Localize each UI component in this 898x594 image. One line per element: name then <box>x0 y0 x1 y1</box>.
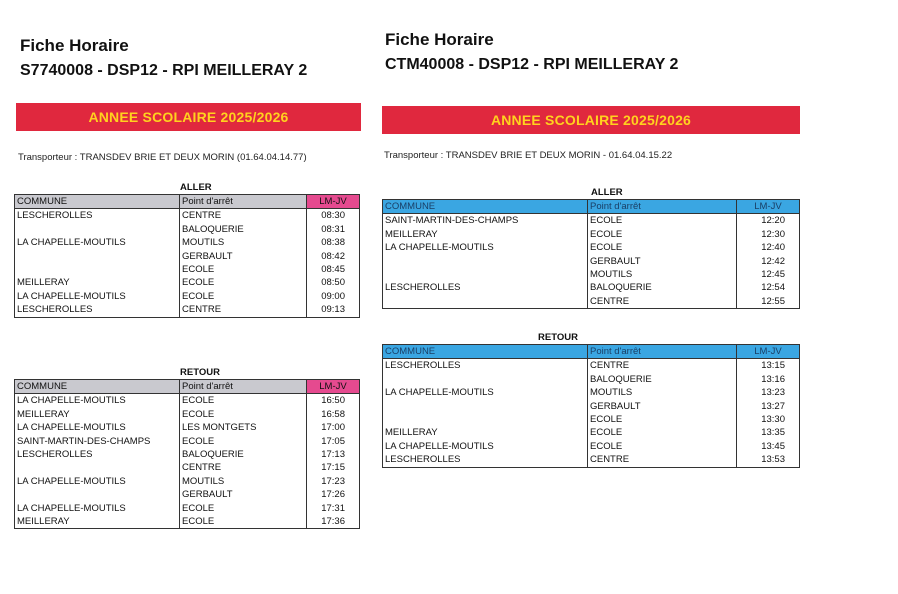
commune-cell: SAINT-MARTIN-DES-CHAMPS <box>385 215 519 227</box>
time-cell: 12:55 <box>737 295 800 309</box>
table-row <box>383 214 800 228</box>
time-cell: 13:23 <box>737 386 800 399</box>
right-school-year-banner: ANNEE SCOLAIRE 2025/2026 <box>382 106 800 134</box>
header-commune: COMMUNE <box>383 200 588 214</box>
commune-cell: MEILLERAY <box>385 228 438 240</box>
commune-cell: MEILLERAY <box>17 277 70 289</box>
header-stop: Point d'arrêt <box>588 345 737 359</box>
table-row <box>15 488 360 501</box>
commune-cell: LA CHAPELLE-MOUTILS <box>17 237 126 249</box>
commune-cell: LA CHAPELLE-MOUTILS <box>17 290 126 302</box>
table-row <box>15 236 360 249</box>
time-cell: 13:35 <box>737 426 800 439</box>
commune-cell <box>15 488 180 501</box>
header-stop: Point d'arrêt <box>180 380 307 394</box>
stop-cell: CENTRE <box>588 453 737 467</box>
right-retour-label: RETOUR <box>538 332 578 343</box>
stop-cell: ECOLE <box>588 413 737 426</box>
table-row <box>383 359 800 373</box>
right-retour-table <box>382 344 800 468</box>
table-row <box>383 400 800 413</box>
table-row <box>15 290 360 303</box>
left-carrier-info: Transporteur : TRANSDEV BRIE ET DEUX MORIN (01.64.04.14.77) <box>18 152 307 163</box>
time-cell: 13:15 <box>737 359 800 373</box>
table-row <box>383 386 800 399</box>
stop-cell: GERBAULT <box>588 400 737 413</box>
left-page-title: Fiche Horaire <box>20 36 129 55</box>
time-cell: 13:45 <box>737 440 800 453</box>
time-cell: 16:58 <box>307 408 360 421</box>
stop-cell: GERBAULT <box>180 250 307 263</box>
table-row <box>15 303 360 317</box>
commune-cell <box>383 413 588 426</box>
table-row <box>383 268 800 281</box>
time-cell: 12:20 <box>737 214 800 228</box>
commune-cell <box>15 250 180 263</box>
table-row <box>383 241 800 254</box>
right-carrier-info: Transporteur : TRANSDEV BRIE ET DEUX MORIN - 01.64.04.15.22 <box>384 150 673 161</box>
time-cell: 17:31 <box>307 502 360 515</box>
header-commune: COMMUNE <box>383 345 588 359</box>
time-cell: 17:36 <box>307 515 360 529</box>
table-row <box>15 276 360 289</box>
time-cell: 09:13 <box>307 303 360 317</box>
stop-cell: ECOLE <box>588 426 737 439</box>
stop-cell: ECOLE <box>588 241 737 254</box>
commune-cell: LA CHAPELLE-MOUTILS <box>17 395 126 407</box>
time-cell: 17:00 <box>307 421 360 434</box>
stop-cell: CENTRE <box>588 359 737 373</box>
time-cell: 08:38 <box>307 236 360 249</box>
left-retour-label: RETOUR <box>180 367 220 378</box>
commune-cell: LA CHAPELLE-MOUTILS <box>17 502 126 514</box>
commune-cell: LA CHAPELLE-MOUTILS <box>17 475 126 487</box>
commune-cell: LESCHEROLLES <box>385 360 461 372</box>
table-row <box>15 435 360 448</box>
commune-cell <box>383 295 588 309</box>
commune-cell <box>15 461 180 474</box>
stop-cell: MOUTILS <box>180 475 307 488</box>
table-row <box>383 373 800 386</box>
table-row <box>15 461 360 474</box>
time-cell: 12:30 <box>737 228 800 241</box>
time-cell: 13:53 <box>737 453 800 467</box>
commune-cell: LESCHEROLLES <box>385 454 461 466</box>
time-cell: 12:40 <box>737 241 800 254</box>
stop-cell: GERBAULT <box>588 255 737 268</box>
stop-cell: ECOLE <box>180 394 307 408</box>
header-time: LM-JV <box>737 200 800 214</box>
stop-cell: BALOQUERIE <box>588 281 737 294</box>
time-cell: 08:45 <box>307 263 360 276</box>
table-row <box>15 502 360 515</box>
commune-cell <box>15 223 180 236</box>
time-cell: 13:30 <box>737 413 800 426</box>
table-row <box>15 209 360 223</box>
table-row <box>15 263 360 276</box>
commune-cell: SAINT-MARTIN-DES-CHAMPS <box>17 435 151 447</box>
stop-cell: LES MONTGETS <box>180 421 307 434</box>
stop-cell: BALOQUERIE <box>180 448 307 461</box>
right-line-code: CTM40008 - DSP12 - RPI MEILLERAY 2 <box>385 56 679 73</box>
table-row <box>383 413 800 426</box>
time-cell: 09:00 <box>307 290 360 303</box>
table-row <box>15 250 360 263</box>
stop-cell: BALOQUERIE <box>588 373 737 386</box>
table-header-row <box>15 195 360 209</box>
left-aller-label: ALLER <box>180 182 212 193</box>
stop-cell: CENTRE <box>588 295 737 309</box>
table-header-row <box>15 380 360 394</box>
table-row <box>15 394 360 408</box>
stop-cell: CENTRE <box>180 461 307 474</box>
table-row <box>383 426 800 439</box>
commune-cell: MEILLERAY <box>17 516 70 528</box>
right-aller-table <box>382 199 800 309</box>
table-row <box>383 228 800 241</box>
stop-cell: CENTRE <box>180 303 307 317</box>
stop-cell: ECOLE <box>588 228 737 241</box>
stop-cell: ECOLE <box>588 214 737 228</box>
right-aller-label: ALLER <box>591 187 623 198</box>
left-school-year-banner: ANNEE SCOLAIRE 2025/2026 <box>16 103 361 131</box>
time-cell: 17:26 <box>307 488 360 501</box>
stop-cell: BALOQUERIE <box>180 223 307 236</box>
commune-cell: LA CHAPELLE-MOUTILS <box>385 242 494 254</box>
stop-cell: ECOLE <box>180 502 307 515</box>
stop-cell: GERBAULT <box>180 488 307 501</box>
table-row <box>383 281 800 294</box>
table-row <box>383 255 800 268</box>
time-cell: 08:50 <box>307 276 360 289</box>
table-row <box>383 295 800 309</box>
time-cell: 08:42 <box>307 250 360 263</box>
time-cell: 17:23 <box>307 475 360 488</box>
stop-cell: ECOLE <box>588 440 737 453</box>
table-header-row <box>383 200 800 214</box>
left-line-code: S7740008 - DSP12 - RPI MEILLERAY 2 <box>20 62 308 79</box>
commune-cell <box>383 373 588 386</box>
time-cell: 16:50 <box>307 394 360 408</box>
time-cell: 17:05 <box>307 435 360 448</box>
commune-cell <box>15 263 180 276</box>
right-page-title: Fiche Horaire <box>385 30 494 49</box>
commune-cell: LESCHEROLLES <box>17 210 93 222</box>
commune-cell: MEILLERAY <box>385 427 438 439</box>
header-commune: COMMUNE <box>15 195 180 209</box>
time-cell: 13:27 <box>737 400 800 413</box>
table-row <box>15 448 360 461</box>
time-cell: 12:42 <box>737 255 800 268</box>
commune-cell: MEILLERAY <box>17 408 70 420</box>
header-stop: Point d'arrêt <box>588 200 737 214</box>
commune-cell: LA CHAPELLE-MOUTILS <box>385 440 494 452</box>
left-retour-table <box>14 379 360 529</box>
stop-cell: MOUTILS <box>180 236 307 249</box>
stop-cell: ECOLE <box>180 290 307 303</box>
commune-cell: LESCHEROLLES <box>17 449 93 461</box>
header-time: LM-JV <box>737 345 800 359</box>
header-stop: Point d'arrêt <box>180 195 307 209</box>
commune-cell <box>383 400 588 413</box>
commune-cell: LA CHAPELLE-MOUTILS <box>17 422 126 434</box>
table-row <box>383 453 800 467</box>
table-row <box>15 421 360 434</box>
time-cell: 12:45 <box>737 268 800 281</box>
stop-cell: ECOLE <box>180 515 307 529</box>
table-row <box>15 515 360 529</box>
commune-cell: LESCHEROLLES <box>385 282 461 294</box>
time-cell: 08:30 <box>307 209 360 223</box>
commune-cell <box>383 268 588 281</box>
time-cell: 08:31 <box>307 223 360 236</box>
stop-cell: ECOLE <box>180 408 307 421</box>
commune-cell: LA CHAPELLE-MOUTILS <box>385 387 494 399</box>
stop-cell: ECOLE <box>180 435 307 448</box>
commune-cell <box>383 255 588 268</box>
header-time: LM-JV <box>307 195 360 209</box>
time-cell: 13:16 <box>737 373 800 386</box>
commune-cell: LESCHEROLLES <box>17 304 93 316</box>
time-cell: 17:15 <box>307 461 360 474</box>
header-time: LM-JV <box>307 380 360 394</box>
stop-cell: CENTRE <box>180 209 307 223</box>
stop-cell: MOUTILS <box>588 268 737 281</box>
table-row <box>15 408 360 421</box>
stop-cell: MOUTILS <box>588 386 737 399</box>
time-cell: 17:13 <box>307 448 360 461</box>
stop-cell: ECOLE <box>180 263 307 276</box>
header-commune: COMMUNE <box>15 380 180 394</box>
time-cell: 12:54 <box>737 281 800 294</box>
table-row <box>15 475 360 488</box>
left-aller-table <box>14 194 360 318</box>
table-row <box>15 223 360 236</box>
table-row <box>383 440 800 453</box>
table-header-row <box>383 345 800 359</box>
stop-cell: ECOLE <box>180 276 307 289</box>
